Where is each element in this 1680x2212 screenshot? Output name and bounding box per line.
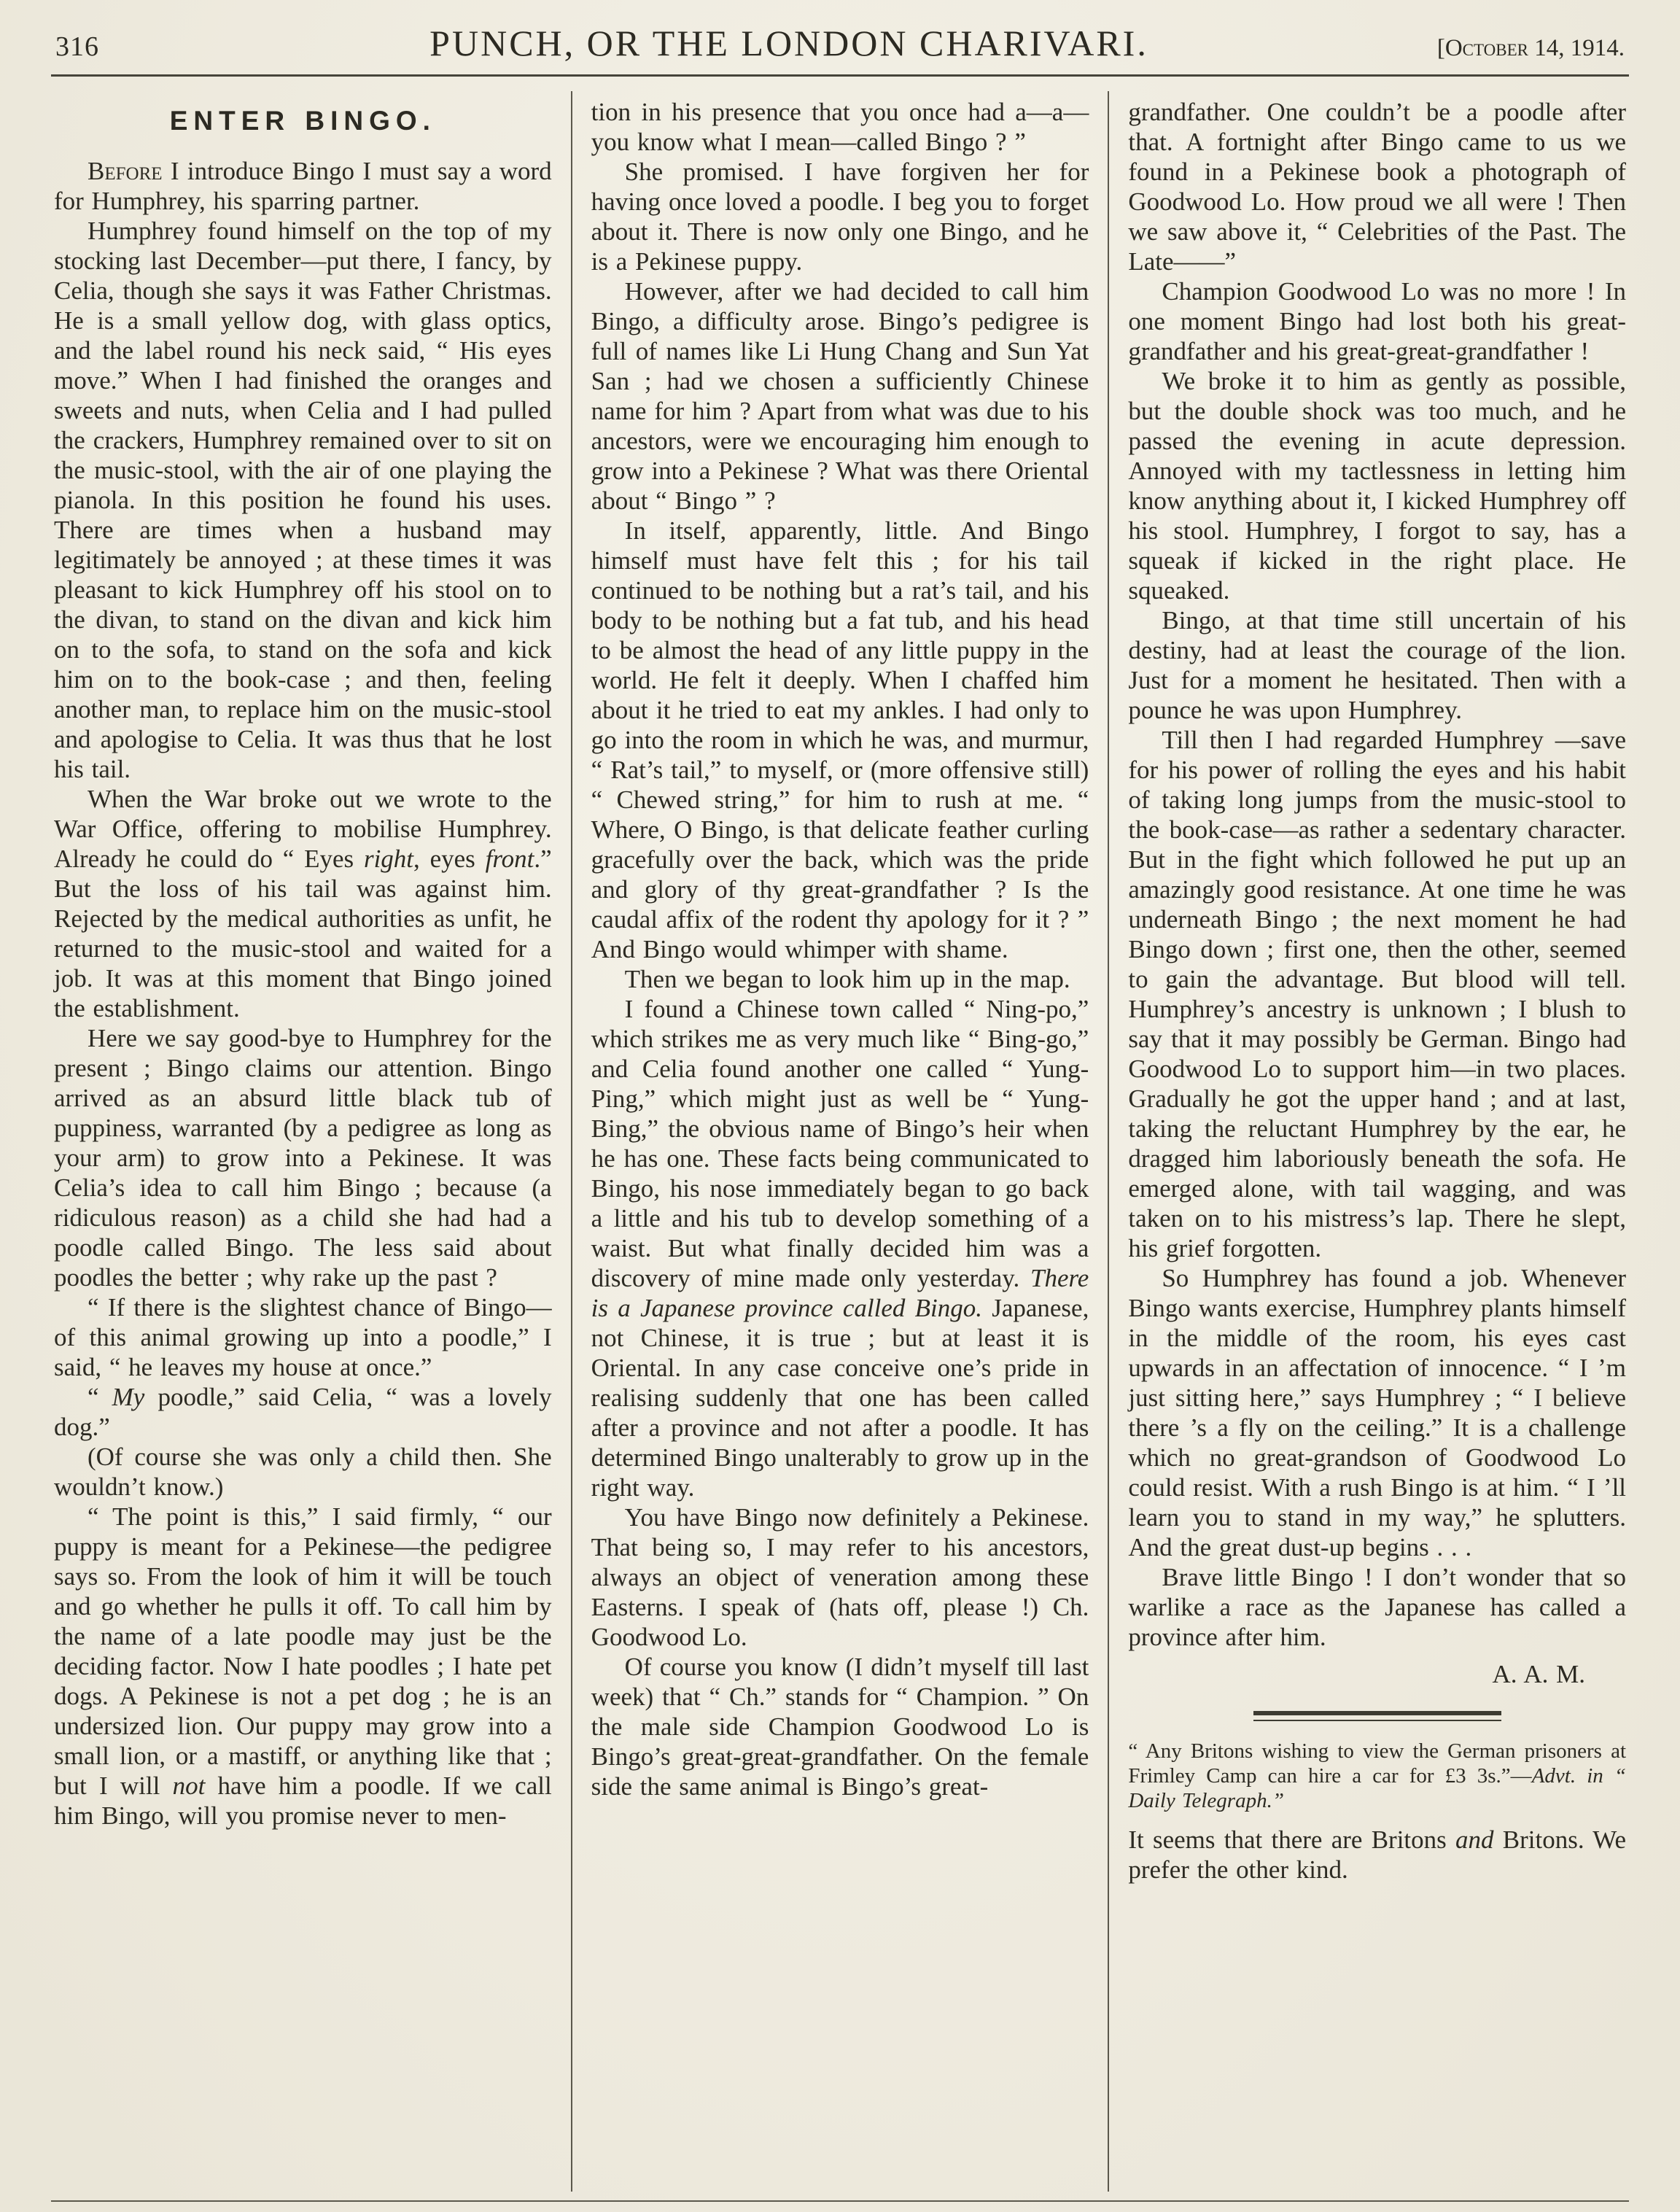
paragraph: So Humphrey has found a job. Whenever Bingo wants exercise, Humphrey plants himself in the middle of the room, his eyes cast upwards in an affectation of innocence. “ I ’m just sitting here,” says Humphrey ; “ I believe there ’s a fly on the ceiling.” It is a challenge which no great-grandson of Goodwood Lo could resist. With a rush Bingo is at him. “ I ’ll learn you to stand in my way,” he splutters. And the great dust-up begins . . . <box>1128 1264 1627 1561</box>
paragraph: tion in his presence that you once had a—a—you know what I mean—called Bingo ? ” <box>591 98 1089 156</box>
column-2 <box>571 91 1110 2192</box>
paragraph: She promised. I have forgiven her for having once loved a poodle. I beg you to forget about it. There is now only one Bingo, and he is a Pekinese puppy. <box>591 158 1089 276</box>
paragraph: When the War broke out we wrote to the War Office, offering to mobilise Humphrey. Already he could do “ Eyes right, eyes front.” But the loss of his tail was against him. Rejected by the medical authorities as unfit, he returned to the music-stool and waited for a job. It was at this moment that Bingo joined the establishment. <box>54 785 552 1022</box>
paragraph: We broke it to him as gently as possible, but the double shock was too much, and he passed the evening in acute depression. Annoyed with my tactlessness in letting him know anything about it, I kicked Humphrey off his stool. Humphrey, I forgot to say, has a squeak if kicked in the right place. He squeaked. <box>1128 367 1627 605</box>
masthead: PUNCH, OR THE LONDON CHARIVARI. <box>429 23 1148 63</box>
paragraph: “ If there is the slightest chance of Bingo—of this animal growing up into a poodle,” I said, “ he leaves my house at once.” <box>54 1293 552 1381</box>
paragraph: Then we began to look him up in the map. <box>624 965 1070 993</box>
paragraph: I found a Chinese town called “ Ning-po,” which strikes me as very much like “ Bing-go,” and Celia found another one called “ Yung-Ping,” which might just as well be “ Yung-Bing,” the obvious name of Bingo’s heir when he has one. These facts being communicated to Bingo, his nose immediately began to go back a little and his tub to develop something of a waist. But what finally decided him was a discovery of mine made only yesterday. There is a Japanese province called Bingo. Japanese, not Chinese, it is true ; but at least it is Oriental. In any case conceive one’s pride in realising suddenly that one has been called after a province and not after a poodle. It has determined Bingo unalterably to grow up in the right way. <box>591 995 1089 1502</box>
paragraph: Before I introduce Bingo I must say a word for Humphrey, his sparring partner. <box>54 157 552 215</box>
paragraph: grandfather. One couldn’t be a poodle after that. A fortnight after Bingo came to us we found in a Pekinese book a photograph of Goodwood Lo. How proud we all were ! Then we saw above it, “ Celebrities of the Past. The Late——” <box>1128 98 1627 276</box>
footnote-comment: It seems that there are Britons and Britons. We prefer the other kind. <box>1128 1825 1627 1884</box>
paragraph: “ My poodle,” said Celia, “ was a lovely dog.” <box>54 1383 552 1441</box>
issue-date: [October 14, 1914. <box>1436 35 1625 61</box>
paragraph: Brave little Bingo ! I don’t wonder that so warlike a race as the Japanese has called a province after him. <box>1128 1563 1627 1651</box>
paragraph: Humphrey found himself on the top of my stocking last December—put there, I fancy, by Celia, though she says it was Father Christmas. He is a small yellow dog, with glass optics, and the label round his neck said, “ His eyes move.” When I had finished the oranges and sweets and nuts, when Celia and I had pulled the crackers, Humphrey remained over to sit on the music-stool, with the air of one playing the pianola. In this position he found his uses. There are times when a husband may legitimately be annoyed ; at these times it was pleasant to kick Humphrey off his stool on to the divan, to stand on the divan and kick him on to the sofa, to stand on the sofa and kick him on to the book-case ; and then, feeling another man, to replace him on the music-stool and apologise to Celia. It was thus that he lost his tail. <box>54 217 552 783</box>
footnote-separator <box>1253 1711 1501 1721</box>
page-number: 316 <box>55 31 99 62</box>
paragraph: You have Bingo now definitely a Pekinese. That being so, I may refer to his ancestors, always an object of veneration among these Easterns. I speak of (hats off, please !) Ch. Goodwood Lo. <box>591 1503 1089 1651</box>
column-3-text <box>1128 97 1626 1652</box>
paragraph: Bingo, at that time still uncertain of his destiny, had at least the courage of the lion. Just for a moment he hesitated. Then with a pounce he was upon Humphrey. <box>1128 606 1627 724</box>
column-3 <box>1109 91 1629 2192</box>
paragraph: Champion Goodwood Lo was no more ! In one moment Bingo had lost both his great-grandfather and his great-great-grandfather ! <box>1128 277 1627 365</box>
footnote-quote: “ Any Britons wishing to view the German prisoners at Frimley Camp can hire a car for £3 3s.”—Advt. in “ Daily Telegraph.” <box>1128 1739 1627 1812</box>
column-1-text <box>54 156 552 1831</box>
paragraph: However, after we had decided to call him Bingo, a difficulty arose. Bingo’s pedigree is full of names like Li Hung Chang and Sun Yat San ; had we chosen a sufficiently Chinese name for him ? Apart from what was due to his ancestors, were we encouraging him enough to grow into a Pekinese ? What was there Oriental about “ Bingo ” ? <box>591 277 1089 515</box>
bottom-rule <box>51 2200 1629 2202</box>
article-columns <box>51 91 1629 2192</box>
page-header <box>51 16 1629 73</box>
column-2-text <box>591 97 1089 1801</box>
paragraph: Here we say good-bye to Humphrey for the present ; Bingo claims our attention. Bingo arrived as an absurd little black tub of puppiness, warranted (by a pedigree as long as your arm) to grow into a Pekinese. It was Celia’s idea to call him Bingo ; because (a ridiculous reason) as a child she had had a poodle called Bingo. The less said about poodles the better ; why rake up the past ? <box>54 1024 552 1292</box>
author-signature: A. A. M. <box>1492 1660 1586 1688</box>
paragraph: “ The point is this,” I said firmly, “ our puppy is meant for a Pekinese—the pedigree says so. From the look of him it will be touch and go whether he pulls it off. To call him by the name of a late poodle may just be the deciding factor. Now I hate poodles ; I hate pet dogs. A Pekinese is not a pet dog ; he is an undersized lion. Our puppy may grow into a small lion, or a mastiff, or anything like that ; but I will not have him a poodle. If we call him Bingo, will you promise never to men- <box>54 1502 552 1830</box>
paragraph: Till then I had regarded Humphrey —save for his power of rolling the eyes and his habit of taking long jumps from the music-stool to the book-case—as rather a sedentary character. But in the fight which followed he put up an amazingly good resistance. At one time he was underneath Bingo ; the next moment he had Bingo down ; first one, then the other, seemed to gain the advantage. But blood will tell. Humphrey’s ancestry is unknown ; I blush to say that it may possibly be German. Bingo had Goodwood Lo to support him—in two places. Gradually he got the upper hand ; and at last, taking the reluctant Humphrey by the ear, he dragged him laboriously beneath the sofa. He emerged alone, with tail wagging, and was taken on to his mistress’s lap. There he slept, his grief forgotten. <box>1128 726 1627 1262</box>
header-rule <box>51 74 1629 77</box>
article-title: ENTER BINGO. <box>169 106 436 136</box>
paragraph: In itself, apparently, little. And Bingo himself must have felt this ; for his tail continued to be nothing but a rat’s tail, and his body to be nothing but a fat tub, and his head to be almost the head of any little puppy in the world. He felt it deeply. When I chaffed him about it he tried to eat my ankles. I had only to go into the room in which he was, and murmur, “ Rat’s tail,” to myself, or (more offensive still) “ Chewed string,” for him to rush at me. “ Where, O Bingo, is that delicate feather curling gracefully over the back, which was the pride and glory of thy great-grandfather ? Is the caudal affix of the rodent thy apology for it ? ” And Bingo would whimper with shame. <box>591 516 1089 963</box>
paragraph: Of course you know (I didn’t myself till last week) that “ Ch.” stands for “ Champion. ” On the male side Champion Goodwood Lo is Bingo’s great-great-grandfather. On the female side the same animal is Bingo’s great- <box>591 1653 1089 1801</box>
column-1 <box>51 91 571 2192</box>
paragraph: (Of course she was only a child then. She wouldn’t know.) <box>54 1443 552 1501</box>
